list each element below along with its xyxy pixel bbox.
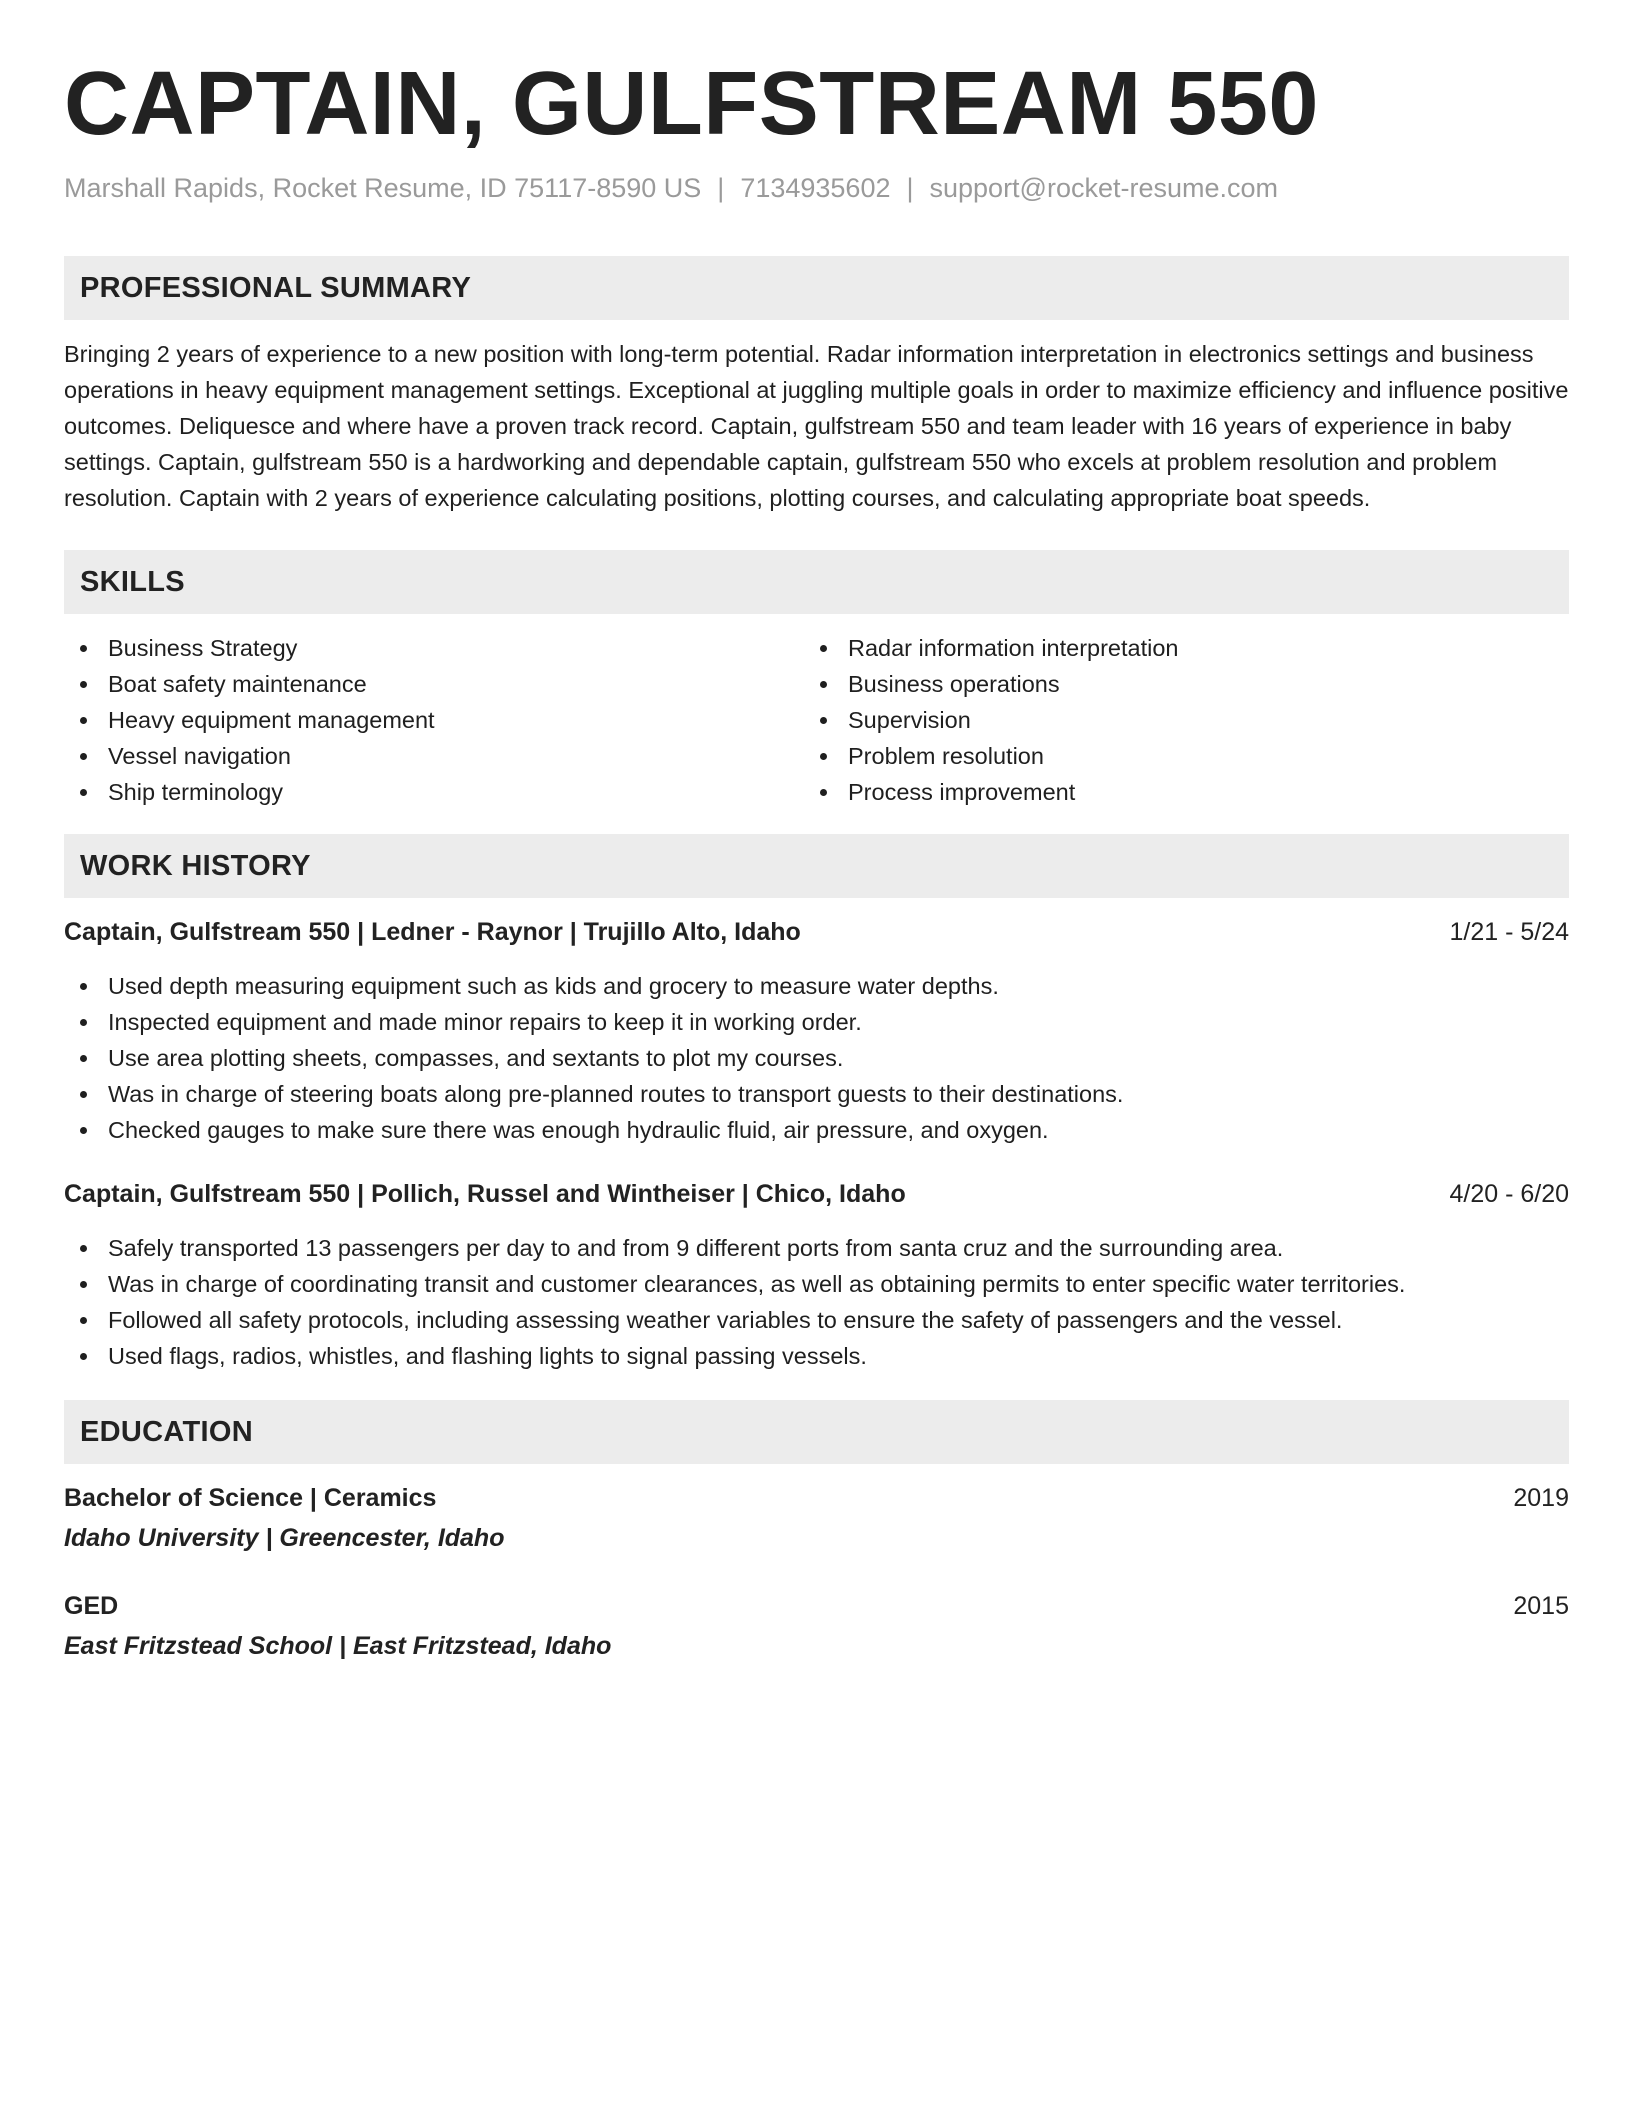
education-degree: Bachelor of Science | Ceramics [64, 1484, 437, 1512]
job-dates: 4/20 - 6/20 [1449, 1180, 1569, 1208]
job-entry [64, 914, 1569, 1148]
skill-item: Vessel navigation [64, 738, 804, 774]
skill-item: Problem resolution [804, 738, 1544, 774]
skill-item: Supervision [804, 702, 1544, 738]
job-dates: 1/21 - 5/24 [1449, 918, 1569, 946]
section-header-education: EDUCATION [64, 1400, 1569, 1464]
job-bullet: Checked gauges to make sure there was enough hydraulic fluid, air pressure, and oxygen. [64, 1112, 1569, 1148]
education-header [64, 1588, 1569, 1624]
job-header [64, 914, 1569, 950]
education-year: 2015 [1513, 1592, 1569, 1620]
job-bullets [64, 968, 1569, 1148]
education-entry [64, 1480, 1569, 1556]
skill-item: Business Strategy [64, 630, 804, 666]
contact-separator: | [717, 173, 725, 203]
job-title: Captain, Gulfstream 550 | Ledner - Raynor | Trujillo Alto, Idaho [64, 918, 801, 946]
education-header [64, 1480, 1569, 1516]
skill-item: Process improvement [804, 774, 1544, 810]
skill-item: Heavy equipment management [64, 702, 804, 738]
job-header [64, 1176, 1569, 1212]
candidate-name: CAPTAIN, GULFSTREAM 550 [64, 54, 1319, 154]
skills-grid [64, 630, 1569, 810]
summary-text: Bringing 2 years of experience to a new position with long-term potential. Radar information interpretation in electronics settings and business operations in heavy equipment management settings. Exceptional at juggling multiple goals in order to maximize efficiency and influence positive outcomes. Deliquesce and where have a proven track record. Captain, gulfstream 550 and team leader with 16 years of experience in baby settings. Captain, gulfstream 550 is a hardworking and dependable captain, gulfstream 550 who excels at problem resolution and problem resolution. Captain with 2 years of experience calculating positions, plotting courses, and calculating appropriate boat speeds. [64, 341, 1569, 511]
contact-separator: | [906, 173, 914, 203]
section-header-skills: SKILLS [64, 550, 1569, 614]
job-title: Captain, Gulfstream 550 | Pollich, Russel and Wintheiser | Chico, Idaho [64, 1180, 906, 1208]
education-year: 2019 [1513, 1484, 1569, 1512]
education-school: East Fritzstead School | East Fritzstead, Idaho [64, 1632, 612, 1660]
section-header-work-history: WORK HISTORY [64, 834, 1569, 898]
job-bullet: Inspected equipment and made minor repairs to keep it in working order. [64, 1004, 1569, 1040]
education-degree: GED [64, 1592, 119, 1620]
job-bullet: Was in charge of coordinating transit and customer clearances, as well as obtaining permits to enter specific water territories. [64, 1266, 1569, 1302]
contact-address: Marshall Rapids, Rocket Resume, ID 75117-8590 US [64, 173, 702, 203]
skill-item: Boat safety maintenance [64, 666, 804, 702]
job-bullets [64, 1230, 1569, 1374]
job-bullet: Followed all safety protocols, including assessing weather variables to ensure the safety of passengers and the vessel. [64, 1302, 1569, 1338]
job-bullet: Use area plotting sheets, compasses, and sextants to plot my courses. [64, 1040, 1569, 1076]
job-bullet: Used flags, radios, whistles, and flashing lights to signal passing vessels. [64, 1338, 1569, 1374]
skill-item: Ship terminology [64, 774, 804, 810]
skills-column-right [804, 630, 1544, 810]
contact-line [64, 170, 1569, 206]
skills-column-left [64, 630, 804, 810]
job-bullet: Used depth measuring equipment such as kids and grocery to measure water depths. [64, 968, 1569, 1004]
education-entry [64, 1588, 1569, 1664]
education-school: Idaho University | Greencester, Idaho [64, 1524, 505, 1552]
skill-item: Business operations [804, 666, 1544, 702]
contact-phone: 7134935602 [740, 173, 891, 203]
skill-item: Radar information interpretation [804, 630, 1544, 666]
job-entry [64, 1176, 1569, 1374]
section-header-summary: PROFESSIONAL SUMMARY [64, 256, 1569, 320]
job-bullet: Was in charge of steering boats along pre-planned routes to transport guests to their destinations. [64, 1076, 1569, 1112]
job-bullet: Safely transported 13 passengers per day to and from 9 different ports from santa cruz and the surrounding area. [64, 1230, 1569, 1266]
contact-email: support@rocket-resume.com [929, 173, 1279, 203]
